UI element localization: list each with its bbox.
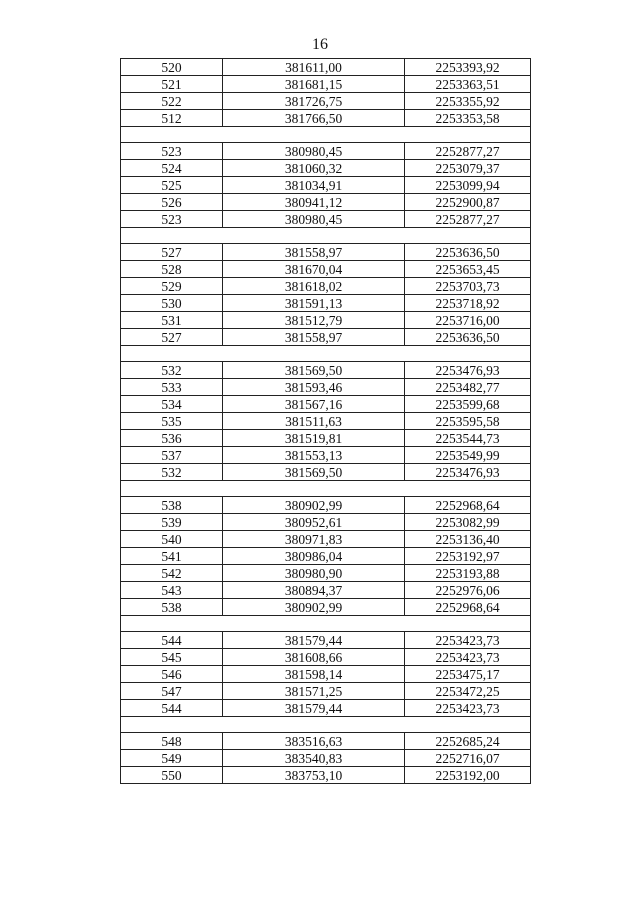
x-coordinate-cell: 381569,50 — [223, 464, 405, 481]
x-coordinate-cell: 381553,13 — [223, 447, 405, 464]
x-coordinate-cell: 381593,46 — [223, 379, 405, 396]
y-coordinate-cell: 2253192,00 — [405, 767, 531, 784]
y-coordinate-cell: 2253549,99 — [405, 447, 531, 464]
x-coordinate-cell: 381519,81 — [223, 430, 405, 447]
table-row — [121, 362, 531, 379]
y-coordinate-cell: 2253703,73 — [405, 278, 531, 295]
y-coordinate-cell: 2253599,68 — [405, 396, 531, 413]
x-coordinate-cell: 380980,45 — [223, 143, 405, 160]
y-coordinate-cell: 2252976,06 — [405, 582, 531, 599]
table-row — [121, 59, 531, 76]
x-coordinate-cell: 381512,79 — [223, 312, 405, 329]
point-number-cell: 540 — [121, 531, 223, 548]
y-coordinate-cell: 2252716,07 — [405, 750, 531, 767]
group-separator-row — [121, 346, 531, 362]
x-coordinate-cell: 381611,00 — [223, 59, 405, 76]
table-row — [121, 76, 531, 93]
y-coordinate-cell: 2252685,24 — [405, 733, 531, 750]
y-coordinate-cell: 2252968,64 — [405, 599, 531, 616]
table-row — [121, 464, 531, 481]
table-row — [121, 497, 531, 514]
point-number-cell: 538 — [121, 497, 223, 514]
point-number-cell: 523 — [121, 143, 223, 160]
point-number-cell: 525 — [121, 177, 223, 194]
point-number-cell: 526 — [121, 194, 223, 211]
y-coordinate-cell: 2253082,99 — [405, 514, 531, 531]
group-separator-row — [121, 616, 531, 632]
table-row — [121, 599, 531, 616]
table-row — [121, 582, 531, 599]
separator-cell — [121, 127, 531, 143]
x-coordinate-cell: 380980,90 — [223, 565, 405, 582]
x-coordinate-cell: 381726,75 — [223, 93, 405, 110]
table-row — [121, 261, 531, 278]
y-coordinate-cell: 2252968,64 — [405, 497, 531, 514]
point-number-cell: 527 — [121, 329, 223, 346]
point-number-cell: 534 — [121, 396, 223, 413]
y-coordinate-cell: 2252900,87 — [405, 194, 531, 211]
y-coordinate-cell: 2252877,27 — [405, 143, 531, 160]
point-number-cell: 535 — [121, 413, 223, 430]
point-number-cell: 524 — [121, 160, 223, 177]
point-number-cell: 522 — [121, 93, 223, 110]
table-row — [121, 683, 531, 700]
point-number-cell: 529 — [121, 278, 223, 295]
x-coordinate-cell: 381579,44 — [223, 632, 405, 649]
separator-cell — [121, 346, 531, 362]
x-coordinate-cell: 380980,45 — [223, 211, 405, 228]
point-number-cell: 548 — [121, 733, 223, 750]
y-coordinate-cell: 2253193,88 — [405, 565, 531, 582]
table-row — [121, 329, 531, 346]
separator-cell — [121, 228, 531, 244]
point-number-cell: 538 — [121, 599, 223, 616]
point-number-cell: 547 — [121, 683, 223, 700]
y-coordinate-cell: 2253192,97 — [405, 548, 531, 565]
table-row — [121, 767, 531, 784]
y-coordinate-cell: 2253355,92 — [405, 93, 531, 110]
x-coordinate-cell: 383540,83 — [223, 750, 405, 767]
y-coordinate-cell: 2253482,77 — [405, 379, 531, 396]
table-row — [121, 244, 531, 261]
group-separator-row — [121, 717, 531, 733]
table-row — [121, 278, 531, 295]
point-number-cell: 512 — [121, 110, 223, 127]
page-number: 16 — [312, 36, 328, 53]
point-number-cell: 542 — [121, 565, 223, 582]
x-coordinate-cell: 380894,37 — [223, 582, 405, 599]
x-coordinate-cell: 383753,10 — [223, 767, 405, 784]
y-coordinate-cell: 2253718,92 — [405, 295, 531, 312]
table-row — [121, 548, 531, 565]
point-number-cell: 531 — [121, 312, 223, 329]
x-coordinate-cell: 381670,04 — [223, 261, 405, 278]
point-number-cell: 523 — [121, 211, 223, 228]
y-coordinate-cell: 2253472,25 — [405, 683, 531, 700]
table-row — [121, 700, 531, 717]
x-coordinate-cell: 380971,83 — [223, 531, 405, 548]
x-coordinate-cell: 380986,04 — [223, 548, 405, 565]
x-coordinate-cell: 381060,32 — [223, 160, 405, 177]
table-row — [121, 733, 531, 750]
point-number-cell: 520 — [121, 59, 223, 76]
x-coordinate-cell: 381579,44 — [223, 700, 405, 717]
group-separator-row — [121, 127, 531, 143]
y-coordinate-cell: 2253653,45 — [405, 261, 531, 278]
table-row — [121, 177, 531, 194]
y-coordinate-cell: 2253636,50 — [405, 329, 531, 346]
y-coordinate-cell: 2253423,73 — [405, 632, 531, 649]
y-coordinate-cell: 2252877,27 — [405, 211, 531, 228]
table-row — [121, 514, 531, 531]
point-number-cell: 539 — [121, 514, 223, 531]
y-coordinate-cell: 2253476,93 — [405, 464, 531, 481]
y-coordinate-cell: 2253353,58 — [405, 110, 531, 127]
separator-cell — [121, 616, 531, 632]
x-coordinate-cell: 381558,97 — [223, 329, 405, 346]
point-number-cell: 532 — [121, 362, 223, 379]
x-coordinate-cell: 381511,63 — [223, 413, 405, 430]
point-number-cell: 550 — [121, 767, 223, 784]
table-row — [121, 93, 531, 110]
point-number-cell: 533 — [121, 379, 223, 396]
x-coordinate-cell: 380952,61 — [223, 514, 405, 531]
table-row — [121, 194, 531, 211]
coordinates-table — [120, 58, 531, 784]
table-row — [121, 312, 531, 329]
table-row — [121, 430, 531, 447]
point-number-cell: 546 — [121, 666, 223, 683]
x-coordinate-cell: 380941,12 — [223, 194, 405, 211]
y-coordinate-cell: 2253595,58 — [405, 413, 531, 430]
y-coordinate-cell: 2253363,51 — [405, 76, 531, 93]
table-row — [121, 666, 531, 683]
point-number-cell: 543 — [121, 582, 223, 599]
table-row — [121, 143, 531, 160]
group-separator-row — [121, 228, 531, 244]
table-row — [121, 750, 531, 767]
x-coordinate-cell: 381034,91 — [223, 177, 405, 194]
x-coordinate-cell: 381567,16 — [223, 396, 405, 413]
separator-cell — [121, 481, 531, 497]
point-number-cell: 537 — [121, 447, 223, 464]
x-coordinate-cell: 381569,50 — [223, 362, 405, 379]
point-number-cell: 549 — [121, 750, 223, 767]
x-coordinate-cell: 380902,99 — [223, 497, 405, 514]
table-row — [121, 413, 531, 430]
y-coordinate-cell: 2253544,73 — [405, 430, 531, 447]
y-coordinate-cell: 2253393,92 — [405, 59, 531, 76]
y-coordinate-cell: 2253475,17 — [405, 666, 531, 683]
point-number-cell: 545 — [121, 649, 223, 666]
point-number-cell: 530 — [121, 295, 223, 312]
y-coordinate-cell: 2253716,00 — [405, 312, 531, 329]
y-coordinate-cell: 2253423,73 — [405, 700, 531, 717]
table-row — [121, 211, 531, 228]
x-coordinate-cell: 383516,63 — [223, 733, 405, 750]
separator-cell — [121, 717, 531, 733]
table-row — [121, 632, 531, 649]
y-coordinate-cell: 2253476,93 — [405, 362, 531, 379]
point-number-cell: 541 — [121, 548, 223, 565]
table-row — [121, 565, 531, 582]
y-coordinate-cell: 2253423,73 — [405, 649, 531, 666]
y-coordinate-cell: 2253099,94 — [405, 177, 531, 194]
x-coordinate-cell: 380902,99 — [223, 599, 405, 616]
group-separator-row — [121, 481, 531, 497]
point-number-cell: 528 — [121, 261, 223, 278]
y-coordinate-cell: 2253636,50 — [405, 244, 531, 261]
y-coordinate-cell: 2253079,37 — [405, 160, 531, 177]
point-number-cell: 536 — [121, 430, 223, 447]
table-row — [121, 649, 531, 666]
coordinates-table-body — [121, 59, 531, 784]
point-number-cell: 544 — [121, 632, 223, 649]
table-row — [121, 447, 531, 464]
table-row — [121, 160, 531, 177]
table-row — [121, 531, 531, 548]
point-number-cell: 521 — [121, 76, 223, 93]
table-row — [121, 379, 531, 396]
x-coordinate-cell: 381558,97 — [223, 244, 405, 261]
table-row — [121, 110, 531, 127]
point-number-cell: 532 — [121, 464, 223, 481]
point-number-cell: 544 — [121, 700, 223, 717]
x-coordinate-cell: 381598,14 — [223, 666, 405, 683]
x-coordinate-cell: 381591,13 — [223, 295, 405, 312]
x-coordinate-cell: 381571,25 — [223, 683, 405, 700]
x-coordinate-cell: 381618,02 — [223, 278, 405, 295]
table-row — [121, 396, 531, 413]
x-coordinate-cell: 381766,50 — [223, 110, 405, 127]
table-row — [121, 295, 531, 312]
x-coordinate-cell: 381681,15 — [223, 76, 405, 93]
point-number-cell: 527 — [121, 244, 223, 261]
y-coordinate-cell: 2253136,40 — [405, 531, 531, 548]
x-coordinate-cell: 381608,66 — [223, 649, 405, 666]
